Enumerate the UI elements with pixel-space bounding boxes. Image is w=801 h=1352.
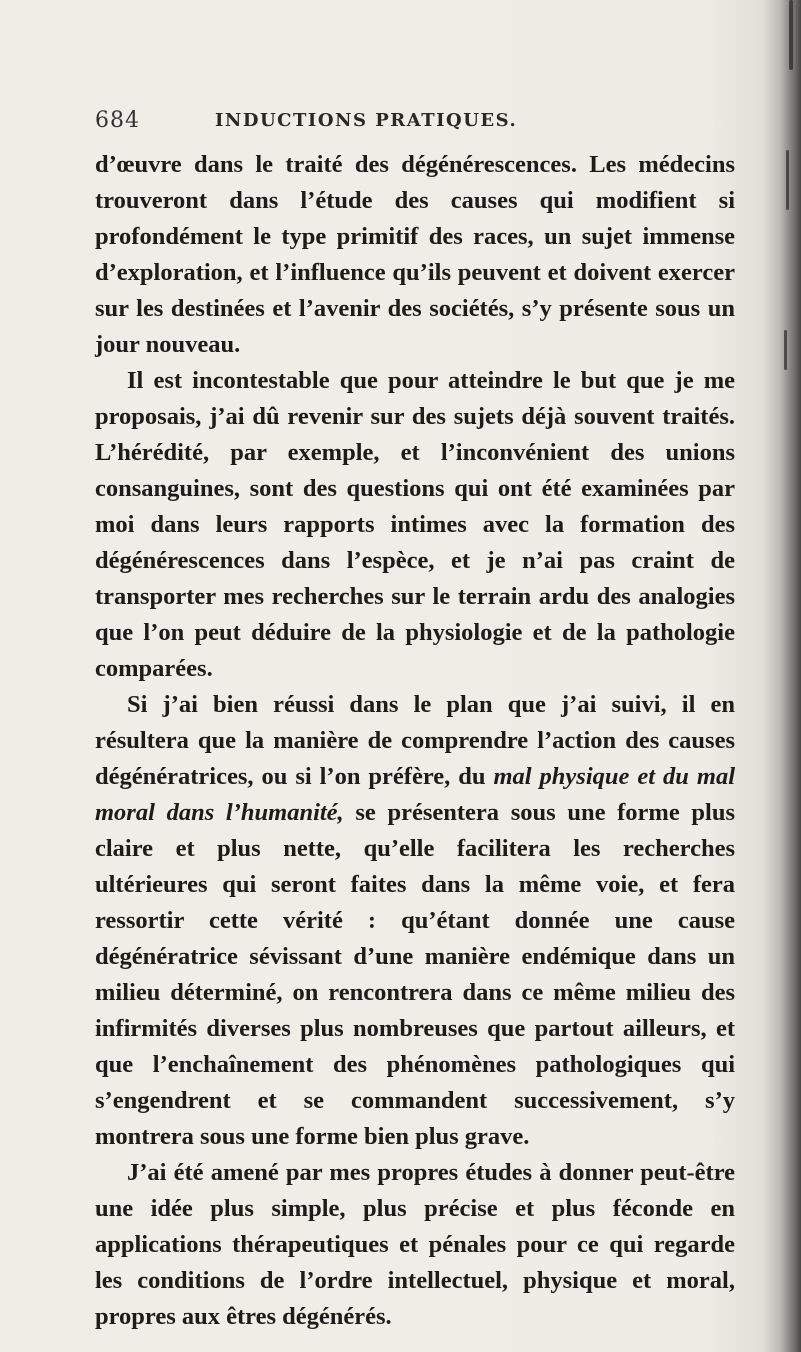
paragraph: [95, 687, 735, 1155]
paragraph-text: Si j’ai bien réussi dans le plan que j’ai suivi, il en résultera que la manière de comprendre l’action des causes dégénératrices, ou si l’on préfère, du: [95, 691, 735, 790]
binding-mark: [789, 0, 793, 70]
binding-mark: [786, 150, 789, 210]
paragraph-text: se présentera sous une forme plus claire et plus nette, qu’elle facilitera les recherches ultérieures qui seront faites dans la même voie, et fera ressortir cette vérité : qu’étant donnée une cause dégénératrice sévissant d’une manière endémique dans un milieu déterminé, on rencontrera dans ce même milieu des infirmités diverses plus nombreuses que partout ailleurs, et que l’enchaînement des phénomènes pathologiques qui s’engendrent et se commandent successivement, s’y montrera sous une forme bien plus grave.: [95, 799, 735, 1150]
running-head: [95, 108, 720, 138]
paragraph: Il est incontestable que pour atteindre le but que je me proposais, j’ai dû revenir sur des sujets déjà souvent traités. L’hérédité, par exemple, et l’inconvénient des unions consanguines, sont des questions qui ont été examinées par moi dans leurs rapports intimes avec la formation des dégénérescences dans l’espèce, et je n’ai pas craint de transporter mes recherches sur le terrain ardu des analogies que l’on peut déduire de la physiologie et de la pathologie comparées.: [95, 367, 735, 682]
paragraph: d’œuvre dans le traité des dégénérescences. Les médecins trouveront dans l’étude des causes qui modifient si profondément le type primitif des races, un sujet immense d’exploration, et l’influence qu’ils peuvent et doivent exercer sur les destinées et l’avenir des sociétés, s’y présente sous un jour nouveau.: [95, 151, 735, 358]
italic-phrase: et du mal moral dans l’humanité,: [95, 763, 736, 826]
binding-mark: [784, 330, 787, 370]
page-gutter-shadow: [763, 0, 801, 1352]
paragraph: J’ai été amené par mes propres études à donner peut-être une idée plus simple, plus précise et plus féconde en applications thérapeutiques et pénales pour ce qui regarde les conditions de l’ordre intellectuel, physique et moral, propres aux êtres dégénérés.: [95, 1159, 735, 1330]
page-number: 684: [95, 108, 140, 133]
body-text: [95, 147, 735, 1335]
italic-phrase: mal physique: [493, 763, 630, 790]
running-title: INDUCTIONS PRATIQUES.: [215, 110, 518, 131]
